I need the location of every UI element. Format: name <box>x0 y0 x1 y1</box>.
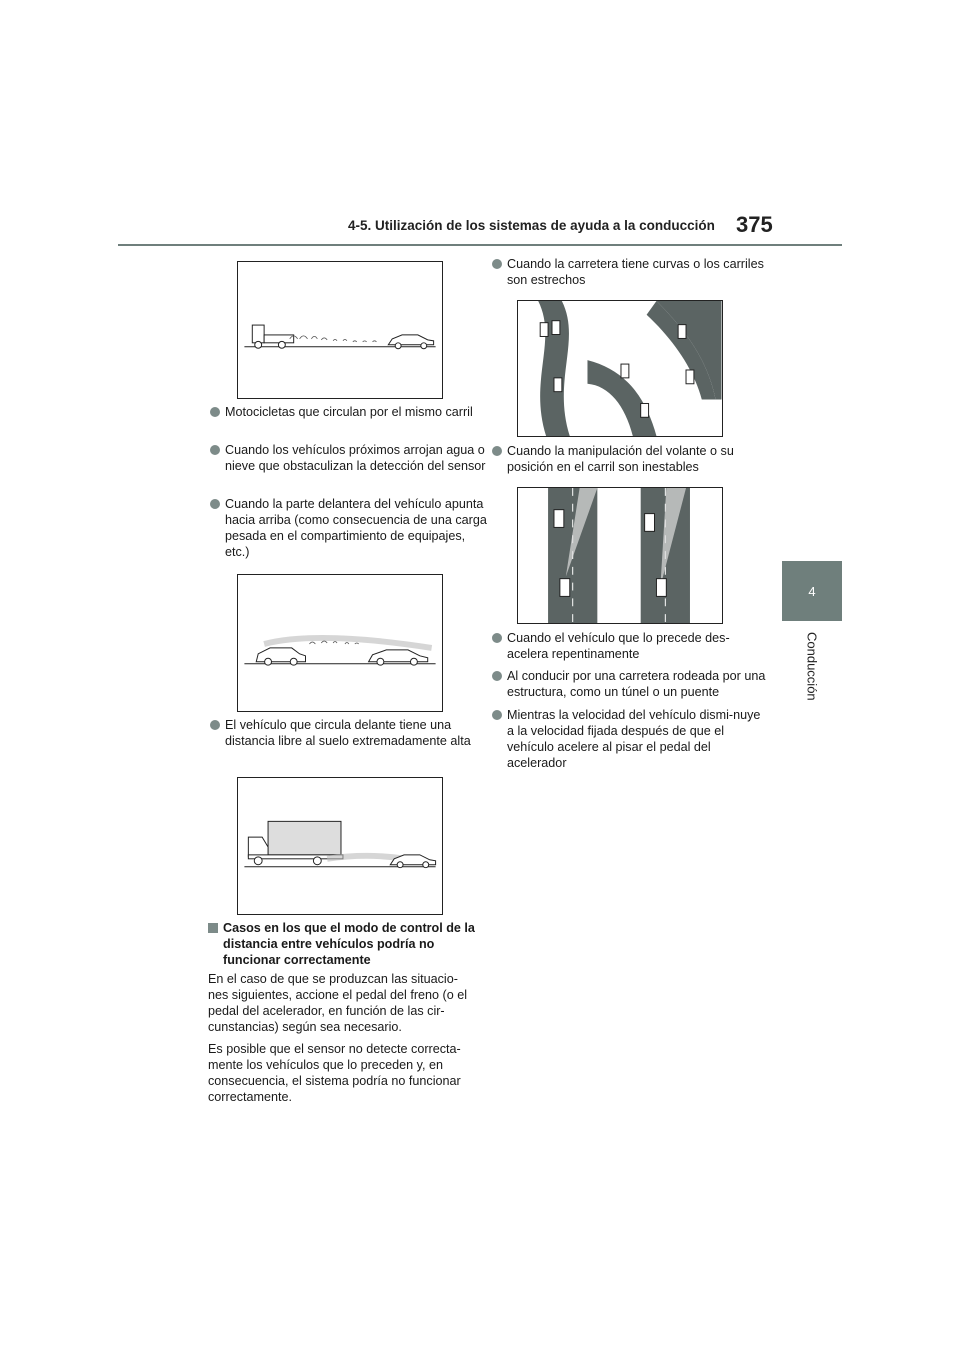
unstable-lane-illustration <box>518 488 722 623</box>
section-square-icon <box>208 923 218 933</box>
bullet-item: Cuando la parte delantera del vehículo apunta hacia arriba (como consecuencia de una carga pesada en el compartimiento de equipajes, etc.) <box>210 496 487 560</box>
curved-roads-illustration <box>518 301 722 436</box>
bullet-dot-icon <box>492 671 502 681</box>
figure-nose-up-vehicle <box>237 574 443 712</box>
bullet-item: Cuando el vehículo que lo precede des-acelera repentinamente <box>492 630 769 662</box>
bullet-dot-icon <box>492 259 502 269</box>
bullet-dot-icon <box>210 499 220 509</box>
figure-unstable-lane <box>517 487 723 624</box>
figure-high-clearance-vehicle <box>237 777 443 915</box>
bullet-item: Al conducir por una carretera rodeada por una estructura, como un túnel o un puente <box>492 668 769 700</box>
bullet-dot-icon <box>492 633 502 643</box>
bullet-dot-icon <box>492 446 502 456</box>
bullet-dot-icon <box>492 710 502 720</box>
page-number: 375 <box>736 212 773 237</box>
chapter-tab-number: 4 <box>782 561 842 621</box>
bullet-item: Cuando la manipulación del volante o su posición en el carril son inestables <box>492 443 769 475</box>
bullet-dot-icon <box>210 720 220 730</box>
high-clearance-illustration <box>238 778 442 914</box>
section-heading: Casos en los que el modo de control de la distancia entre vehículos podría no funcionar correctamente <box>208 920 485 968</box>
bullet-item: Mientras la velocidad del vehículo dismi-nuye a la velocidad fijada después de que el vehículo acelere al pisar el pedal del acelerador <box>492 707 769 771</box>
chapter-tab-label: Conducción <box>804 632 820 701</box>
figure-splash-vehicle <box>237 261 443 399</box>
figure-curved-roads <box>517 300 723 437</box>
bullet-item: Motocicletas que circulan por el mismo carril <box>210 404 485 420</box>
running-header-title: 4-5. Utilización de los sistemas de ayuda a la conducción <box>348 218 715 233</box>
bullet-item: Cuando la carretera tiene curvas o los carriles son estrechos <box>492 256 769 288</box>
bullet-dot-icon <box>210 445 220 455</box>
bullet-dot-icon <box>210 407 220 417</box>
body-paragraph: Es posible que el sensor no detecte correcta-mente los vehículos que lo preceden y, en consecuencia, el sistema podría no funcionar correctamente. <box>208 1042 461 1104</box>
header-rule <box>118 244 842 246</box>
nose-up-illustration <box>238 575 442 711</box>
body-paragraph: En el caso de que se produzcan las situacio-nes siguientes, accione el pedal del freno (o el pedal del acelerador, en función de las cir-cunstancias) según sea necesario. <box>208 972 468 1034</box>
bullet-item: El vehículo que circula delante tiene una distancia libre al suelo extremadamente alta <box>210 717 487 749</box>
bullet-item: Cuando los vehículos próximos arrojan agua o nieve que obstaculizan la detección del sensor <box>210 442 487 474</box>
splash-vehicle-illustration <box>238 262 442 398</box>
